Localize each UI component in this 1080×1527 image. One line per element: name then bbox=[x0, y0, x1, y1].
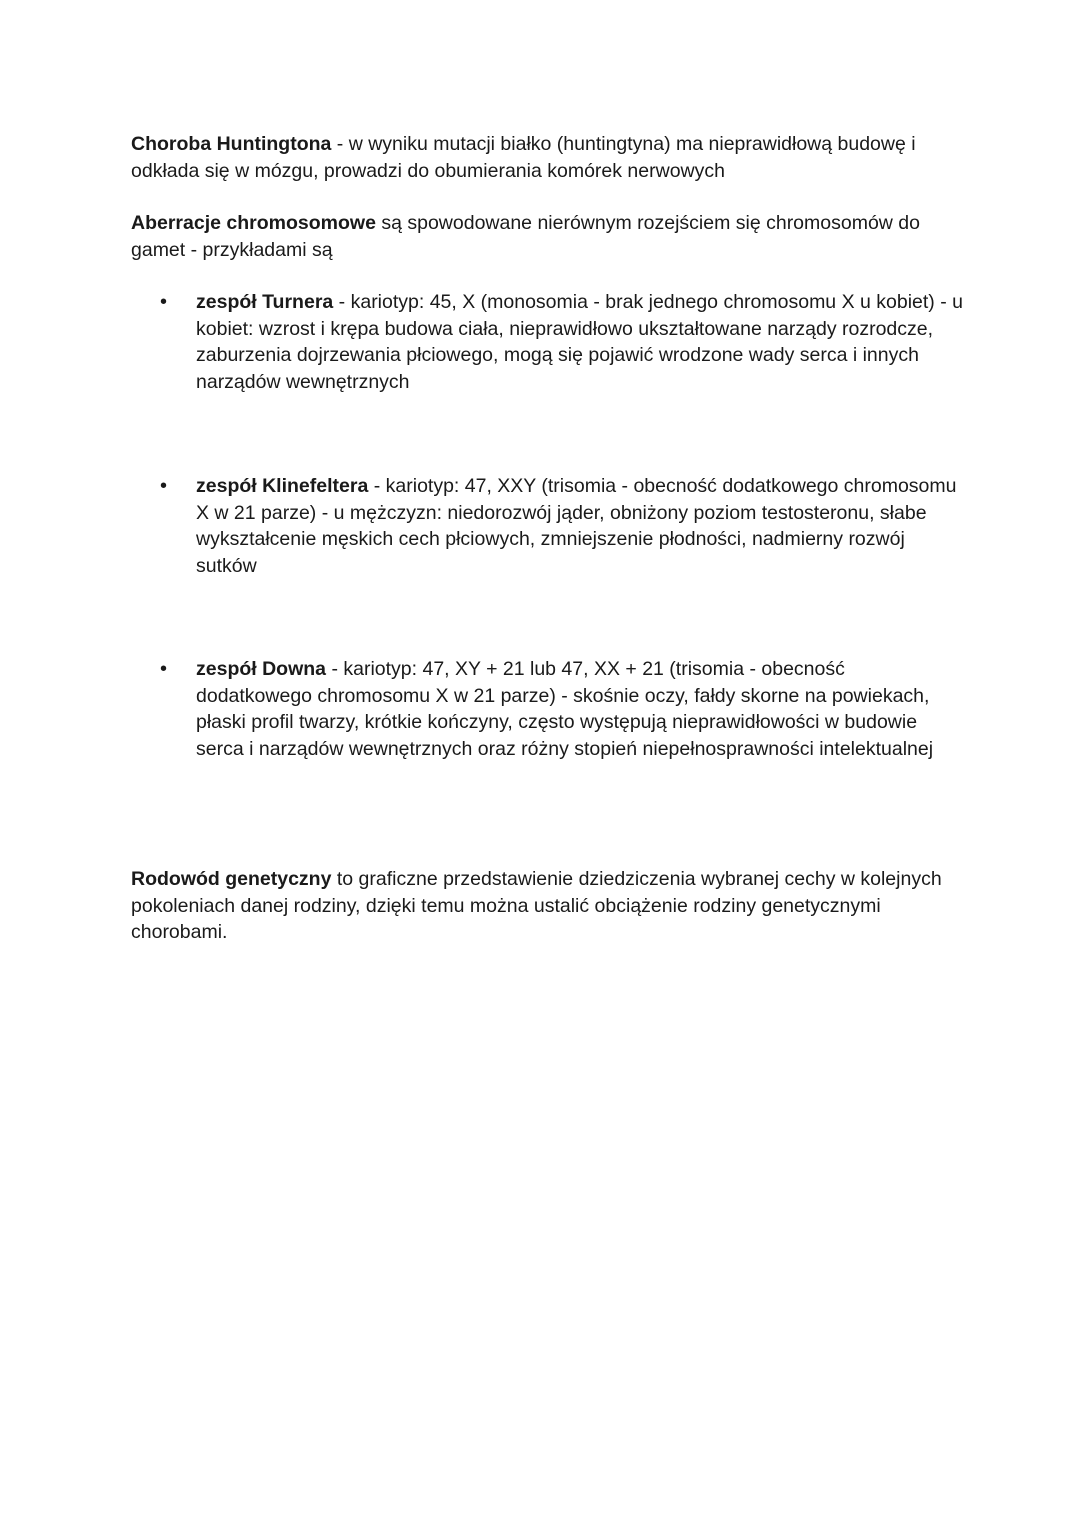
list-item-turner bbox=[196, 289, 966, 395]
paragraph-aberrations-text: są spowodowane nierównym rozejściem się chromosomów do gamet - przykładami są bbox=[131, 212, 920, 261]
paragraph-pedigree bbox=[131, 866, 961, 946]
paragraph-aberrations bbox=[131, 210, 961, 263]
term-down: zespół Downa bbox=[196, 658, 327, 680]
list-item-down bbox=[196, 656, 966, 762]
bullet-marker: • bbox=[160, 475, 168, 497]
list-item-down-text: - kariotyp: 47, XY + 21 lub 47, XX + 21 (trisomia - obecność dodatkowego chromosomu X w 21 parze) - skośnie oczy, fałdy skorne na powiekach, płaski profil twarzy, krótkie kończyny, często występują nieprawidłowości w budowie serca i narządów wewnętrznych oraz różny stopień niepełnosprawności intelektualnej bbox=[196, 658, 934, 760]
paragraph-huntington-text: - w wyniku mutacji białko (huntingtyna) ma nieprawidłową budowę i odkłada się w mózgu, prowadzi do obumierania komórek nerwowych bbox=[131, 133, 916, 182]
list-item-klinefelter bbox=[196, 473, 966, 579]
list-item-turner-text: - kariotyp: 45, X (monosomia - brak jednego chromosomu X u kobiet) - u kobiet: wzrost i krępa budowa ciała, nieprawidłowo ukształtowane narządy rozrodcze, zaburzenia dojrzewania płciowego, mogą się pojawić wrodzone wady serca i innych narządów wewnętrznych bbox=[196, 291, 963, 393]
paragraph-huntington bbox=[131, 131, 961, 184]
paragraph-pedigree-text: to graficzne przedstawienie dziedziczenia wybranej cechy w kolejnych pokoleniach danej rodziny, dzięki temu można ustalić obciążenie rodziny genetycznymi chorobami. bbox=[131, 868, 942, 943]
term-pedigree: Rodowód genetyczny bbox=[131, 868, 332, 890]
term-huntington: Choroba Huntingtona bbox=[131, 133, 332, 155]
term-klinefelter: zespół Klinefeltera bbox=[196, 475, 369, 497]
list-item-klinefelter-text: - kariotyp: 47, XXY (trisomia - obecność dodatkowego chromosomu X w 21 parze) - u mężczyzn: niedorozwój jąder, obniżony poziom testosteronu, słabe wykształcenie męskich cech płciowych, zmniejszenie płodności, nadmierny rozwój sutków bbox=[196, 475, 957, 577]
term-turner: zespół Turnera bbox=[196, 291, 334, 313]
bullet-marker: • bbox=[160, 658, 168, 680]
term-aberrations: Aberracje chromosomowe bbox=[131, 212, 376, 234]
bullet-marker: • bbox=[160, 291, 168, 313]
